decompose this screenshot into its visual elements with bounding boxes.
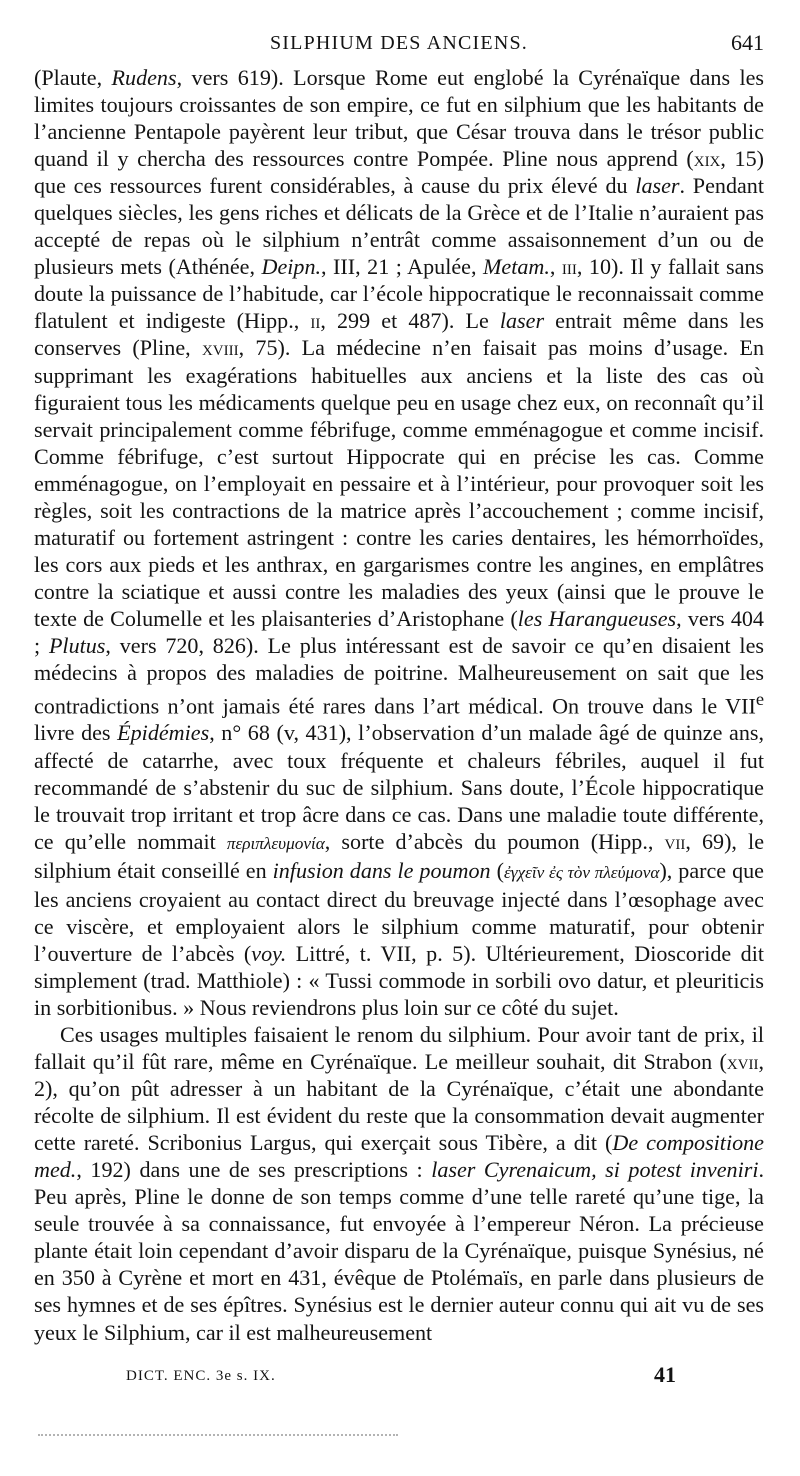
- printer-signature: DICT. ENC. 3e s. IX.: [126, 1368, 276, 1384]
- running-header: [34, 30, 764, 56]
- printer-rule: [38, 1434, 398, 1436]
- body-text: [34, 64, 764, 1346]
- paragraph: (Plaute, Rudens, vers 619). Lorsque Rome eut englobé la Cyrénaïque dans les limites toujours croissantes de son empire, ce fut en silphium que les habitants de l’ancienne Pentapole payèrent leur tribut, que César trouva dans le trésor public quand il y chercha des ressources contre Pompée. Pline nous apprend (xix, 15) que ces ressources furent considérables, à cause du prix élevé du laser. Pendant quelques siècles, les gens riches et délicats de la Grèce et de l’Italie n’auraient pas accepté de repas où le silphium n’entrât comme assaisonnement d’un ou de plusieurs mets (Athénée, Deipn., III, 21 ; Apulée, Metam., iii, 10). Il y fallait sans doute la puissance de l’habitude, car l’école hippocratique le reconnaissait comme flatulent et indigeste (Hipp., ii, 299 et 487). Le laser entrait même dans les conserves (Pline, xviii, 75). La médecine n’en faisait pas moins d’usage. En supprimant les exagérations habituelles aux anciens et la liste des cas où figuraient tous les médicaments quelque peu en usage chez eux, on reconnaît qu’il servait principalement comme fébrifuge, comme emménagogue et comme incisif. Comme fébrifuge, c’est surtout Hippocrate qui en précise les cas. Comme emménagogue, on l’employait en pessaire et à l’intérieur, pour provoquer soit les règles, soit les contractions de la matrice après l’accouchement ; comme incisif, maturatif ou fortement astringent : contre les caries dentaires, les hémorrhoïdes, les cors aux pieds et les anthrax, en gargarismes contre les angines, en emplâtres contre la sciatique et aussi contre les maladies des yeux (ainsi que le prouve le texte de Columelle et les plaisanteries d’Aristophane (les Harangueuses, vers 404 ; Plutus, vers 720, 826). Le plus intéressant est de savoir ce qu’en disaient les médecins à propos des maladies de poitrine. Malheureusement on sait que les contradictions n’ont jamais été rares dans l’art médical. On trouve dans le VIIe livre des Épidémies, n° 68 (v, 431), l’observation d’un malade âgé de quinze ans, affecté de catarrhe, avec toux fréquente et chaleurs fébriles, auquel il fut recommandé de s’abstenir du suc de silphium. Sans doute, l’École hippocratique le trouvait trop irritant et trop âcre dans ce cas. Dans une maladie toute différente, ce qu’elle nommait περιπλευμονία, sorte d’abcès du poumon (Hipp., vii, 69), le silphium était conseillé en infusion dans le poumon (ἐγχεῖν ἐς τὸν πλεύμονα), parce que les anciens croyaient au contact direct du breuvage injecté dans l’œsophage avec ce viscère, et employaient alors le silphium comme maturatif, pour obtenir l’ouverture de l’abcès (voy. Littré, t. VII, p. 5). Ultérieurement, Dioscoride dit simplement (trad. Matthiole) : « Tussi commode in sorbili ovo datur, et pleuriticis in sorbitionibus. » Nous reviendrons plus loin sur ce côté du sujet.: [34, 65, 765, 1020]
- page-number: 641: [731, 30, 764, 55]
- running-title: SILPHIUM DES ANCIENS.: [269, 32, 528, 54]
- paragraph: Ces usages multiples faisaient le renom du silphium. Pour avoir tant de prix, il fallait qu’il fût rare, même en Cyrénaïque. Le meilleur souhait, dit Strabon (xvii, 2), qu’on pût adresser à un habitant de la Cyrénaïque, c’était une abondante récolte de silphium. Il est évident du reste que la consommation devait augmenter cette rareté. Scribonius Largus, qui exerçait sous Tibère, a dit (De compositione med., 192) dans une de ses prescriptions : laser Cyrenaicum, si potest inveniri. Peu après, Pline le donne de son temps comme d’une telle rareté qu’une tige, la seule trouvée à sa connaissance, fut envoyée à l’empereur Néron. La précieuse plante était loin cependant d’avoir disparu de la Cyrénaïque, puisque Synésius, né en 350 à Cyrène et mort en 431, évêque de Ptolémaïs, en parle dans plusieurs de ses hymnes et de ses épîtres. Synésius est le dernier auteur connu qui ait vu de ses yeux le Silphium, car il est malheureusement: [34, 1022, 764, 1345]
- sheet-number: 41: [654, 1362, 676, 1387]
